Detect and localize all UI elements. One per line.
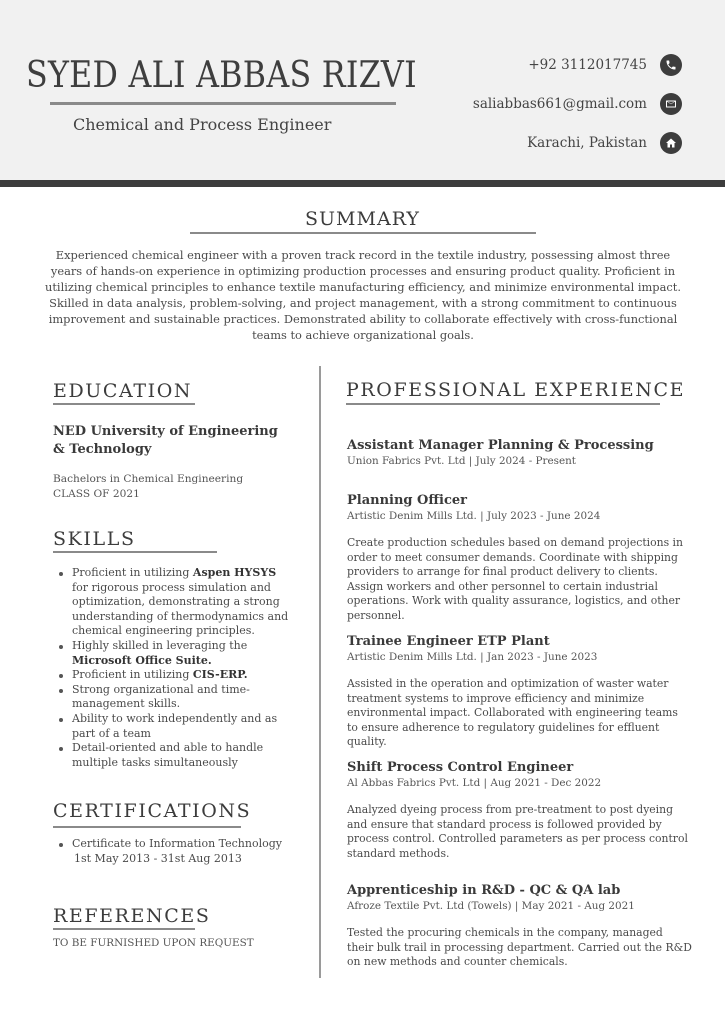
phone-icon — [660, 54, 682, 76]
references-text: TO BE FURNISHED UPON REQUEST — [53, 937, 254, 949]
job-entry — [347, 883, 692, 970]
education-degree: Bachelors in Chemical Engineering — [53, 473, 244, 485]
job-description: Tested the procuring chemicals in the company, managed their bulk trail in processing department. Carried out the R&D on new methods and counter chemicals. — [347, 926, 692, 969]
skills-underline — [53, 551, 217, 553]
education-heading: EDUCATION — [53, 380, 193, 402]
job-entry — [347, 493, 692, 624]
education-underline — [53, 403, 195, 405]
job-meta: Al Abbas Fabrics Pvt. Ltd | Aug 2021 - Dec 2022 — [347, 777, 602, 789]
job-role: Assistant Manager Planning & Processing — [347, 438, 654, 453]
certifications-underline — [53, 826, 241, 828]
certifications-heading: CERTIFICATIONS — [53, 800, 252, 822]
job-entry — [347, 760, 692, 861]
location-text: Karachi, Pakistan — [527, 135, 647, 151]
name-underline — [50, 102, 396, 105]
list-item: Proficient in utilizing Aspen HYSYS for rigorous process simulation and optimization, demonstrating a strong understanding of thermodynamics and chemical engineering principles. — [53, 566, 293, 639]
references-underline — [53, 928, 195, 930]
list-item — [53, 837, 303, 866]
contact-email — [473, 93, 682, 115]
job-meta: Union Fabrics Pvt. Ltd | July 2024 - Present — [347, 455, 576, 467]
candidate-title: Chemical and Process Engineer — [73, 115, 332, 134]
skills-list — [53, 566, 293, 770]
contact-phone — [528, 54, 682, 76]
certification-dates: 1st May 2013 - 31st Aug 2013 — [74, 851, 242, 865]
job-description: Assisted in the operation and optimization of waster water treatment systems to improve efficiency and minimize environmental impact. Collaborated with engineering teams to ensure adherence to regulatory guidelines for effluent quality. — [347, 677, 678, 749]
job-role: Shift Process Control Engineer — [347, 760, 574, 775]
summary-underline — [190, 232, 536, 234]
summary-text: Experienced chemical engineer with a proven track record in the textile industry, possessing almost three years of hands-on experience in optimizing production processes and ensuring product quality. Proficient in utilizing chemical principles to enhance textile manufacturing efficiency, and minimize environmental impact. Skilled in data analysis, problem-solving, and project management, with a strong commitment to continuous improvement and sustainable practices. Demonstrated ability to collaborate effectively with cross-functional teams to achieve organizational goals. — [45, 248, 681, 342]
job-meta: Artistic Denim Mills Ltd. | July 2023 - June 2024 — [347, 510, 601, 522]
experience-heading: PROFESSIONAL EXPERIENCE — [346, 379, 686, 401]
job-role: Apprenticeship in R&D - QC & QA lab — [347, 883, 621, 898]
certifications-list — [53, 837, 303, 866]
job-role: Planning Officer — [347, 493, 468, 508]
header-divider — [0, 180, 725, 187]
email-icon — [660, 93, 682, 115]
email-text: saliabbas661@gmail.com — [472, 96, 647, 112]
job-role: Trainee Engineer ETP Plant — [347, 634, 550, 649]
contact-location — [527, 132, 682, 154]
list-item: Ability to work independently and as part of a team — [53, 712, 293, 741]
job-entry — [347, 438, 692, 467]
job-meta: Afroze Textile Pvt. Ltd (Towels) | May 2021 - Aug 2021 — [347, 900, 635, 912]
list-item: Highly skilled in leveraging the Microsoft Office Suite. — [53, 639, 293, 668]
references-heading: REFERENCES — [53, 905, 211, 927]
list-item: Proficient in utilizing CIS-ERP. — [53, 668, 293, 683]
job-meta: Artistic Denim Mills Ltd. | Jan 2023 - June 2023 — [347, 651, 598, 663]
education-class: CLASS OF 2021 — [53, 488, 140, 500]
phone-text: +92 3112017745 — [528, 57, 647, 73]
job-entry — [347, 634, 692, 750]
skills-heading: SKILLS — [53, 528, 136, 550]
home-icon — [660, 132, 682, 154]
certification-name: Certificate to Information Technology — [72, 837, 282, 850]
candidate-name: SYED ALI ABBAS RIZVI — [26, 55, 417, 96]
column-divider — [319, 366, 321, 978]
summary-heading: SUMMARY — [305, 208, 420, 230]
education-school: NED University of Engineering & Technology — [53, 424, 278, 457]
experience-underline — [346, 403, 660, 405]
job-description: Create production schedules based on demand projections in order to meet consumer demands. Coordinate with shipping providers to arrange for final product delivery to clients. Assign workers and other personnel to certain industrial operations. Work with quality assurance, logistics, and other personnel. — [347, 536, 683, 622]
job-description: Analyzed dyeing process from pre-treatment to post dyeing and ensure that standard process is followed provided by process control. Controlled parameters as per process control standard methods. — [347, 803, 688, 860]
list-item: Strong organizational and time-management skills. — [53, 683, 293, 712]
list-item: Detail-oriented and able to handle multiple tasks simultaneously — [53, 741, 293, 770]
